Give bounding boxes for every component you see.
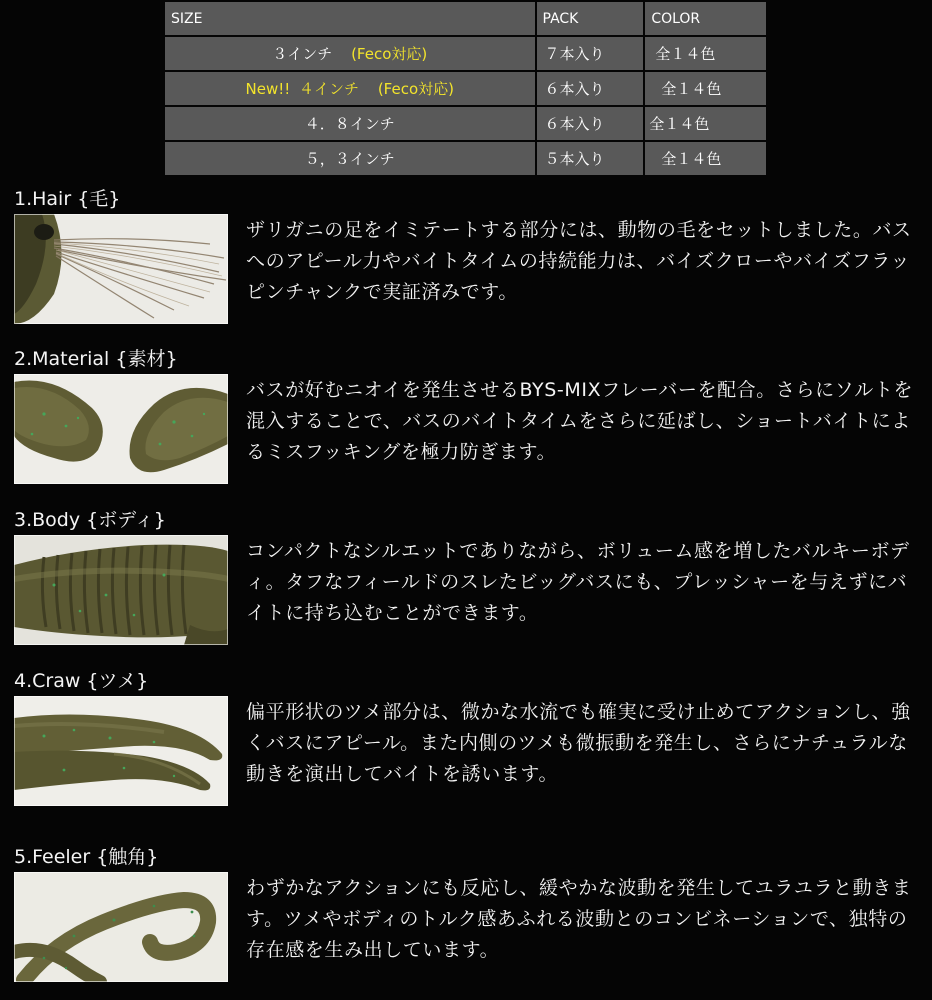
feco-badge: (Feco対応) bbox=[351, 45, 428, 63]
color-cell: 全１４色 bbox=[645, 142, 766, 175]
table-row bbox=[165, 72, 766, 105]
section-body: コンパクトなシルエットでありながら、ボリューム感を増したバルキーボディ。タフなフィールドのスレたビッグバスにも、プレッシャーを与えずにバイトに持ち込むことができます。 bbox=[246, 540, 910, 624]
size-cell bbox=[165, 72, 535, 105]
section-body: バスが好むニオイを発生させるBYS-MIXフレーバーを配合。さらにソルトを混入することで、バスのバイトタイムをさらに延ばし、ショートバイトによるミスフッキングを極力防ぎます。 bbox=[246, 379, 914, 463]
spec-table bbox=[163, 0, 768, 177]
section-title: 5.Feeler {触角} bbox=[14, 846, 159, 868]
pack-cell: ７本入り bbox=[537, 37, 644, 70]
section-body: 偏平形状のツメ部分は、微かな水流でも確実に受け止めてアクションし、強くバスにアピール。また内側のツメも微振動を発生し、さらにナチュラルな動きを演出してバイトを誘います。 bbox=[246, 701, 911, 785]
table-row bbox=[165, 142, 766, 175]
pack-cell: ６本入り bbox=[537, 107, 644, 140]
body-photo bbox=[14, 535, 228, 645]
size-cell: ４．８インチ bbox=[165, 107, 535, 140]
color-cell: 全１４色 bbox=[645, 72, 766, 105]
feco-badge: (Feco対応) bbox=[377, 80, 454, 98]
spec-table-header-row bbox=[165, 2, 766, 35]
pack-cell: ６本入り bbox=[537, 72, 644, 105]
pack-cell: ５本入り bbox=[537, 142, 644, 175]
size-value: ４インチ bbox=[299, 80, 360, 98]
color-cell: 全１４色 bbox=[645, 107, 766, 140]
header-pack: PACK bbox=[537, 2, 644, 35]
section-title: 4.Craw {ツメ} bbox=[14, 670, 149, 692]
section-body: わずかなアクションにも反応し、緩やかな波動を発生してユラユラと動きます。ツメやボディのトルク感あふれる波動とのコンビネーションで、独特の存在感を生み出しています。 bbox=[246, 877, 912, 961]
section-title: 1.Hair {毛} bbox=[14, 188, 121, 210]
size-cell: ５，３インチ bbox=[165, 142, 535, 175]
size-cell bbox=[165, 37, 535, 70]
material-photo bbox=[14, 374, 228, 484]
header-color: COLOR bbox=[645, 2, 766, 35]
feeler-photo bbox=[14, 872, 228, 982]
table-row bbox=[165, 37, 766, 70]
section-title: 3.Body {ボディ} bbox=[14, 509, 166, 531]
craw-photo bbox=[14, 696, 228, 806]
section-title: 2.Material {素材} bbox=[14, 348, 178, 370]
color-cell: 全１４色 bbox=[645, 37, 766, 70]
section-body: ザリガニの足をイミテートする部分には、動物の毛をセットしました。バスへのアピール力やバイトタイムの持続能力は、バイズクローやバイズフラッピンチャンクで実証済みです。 bbox=[246, 219, 912, 303]
hair-photo bbox=[14, 214, 228, 324]
header-size: SIZE bbox=[165, 2, 535, 35]
size-value: ３インチ bbox=[272, 45, 333, 63]
table-row bbox=[165, 107, 766, 140]
new-badge: New!! bbox=[245, 80, 291, 98]
